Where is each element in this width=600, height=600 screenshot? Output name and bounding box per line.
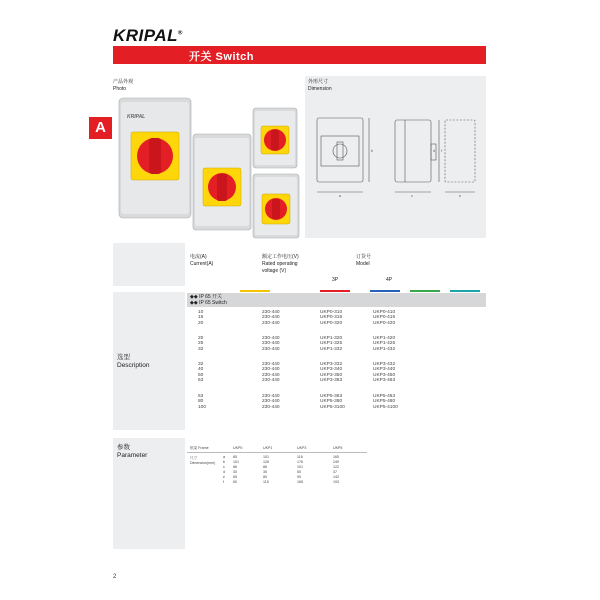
table-cell-p4: UKP1-420 [373,336,396,341]
photo-title-cn: 产品外观 [113,79,134,85]
table-cell-p3: UKP5-380 [320,399,343,405]
table-cell-current: 16 [198,315,204,321]
dim-label-a: a [339,194,341,198]
param-value: 37 [333,470,337,474]
header-current-en: Current(A) [190,261,214,267]
table-cell-p4: UKP3-440 [373,367,396,373]
param-value: 65 [233,475,237,479]
section-banner [113,46,486,64]
header-voltage-cn: 额定工作电压(V) [262,254,299,260]
table-cell-current: 100 [198,404,207,410]
table-cell-p3: UKP3-363 [320,378,343,384]
param-value: 90 [297,475,301,479]
param-value: 142 [333,475,339,479]
param-value: 101 [233,460,239,464]
dimension-title-cn: 外形尺寸 [308,79,329,85]
table-cell-p3: UKP1-332 [320,346,343,352]
param-value: 126 [263,460,269,464]
header-pole-4p: 4P [386,277,393,283]
color-bar-red [320,290,350,292]
table-cell-p3: UKP1-325 [320,341,343,347]
header-voltage-en2: voltage (V) [262,268,287,274]
table-cell-p3: UKP0-320 [320,320,343,326]
table-cell-voltage: 230-440 [262,341,280,347]
brand-logo: KRIPAL® [113,26,183,45]
param-frame-2: UKP3 [297,446,307,450]
table-cell-p4: UKP0-410 [373,310,396,315]
header-current-cn: 电流(A) [190,254,207,260]
table-cell-p4: UKP5-4100 [373,404,398,410]
table-cell-voltage: 230-440 [262,367,280,373]
parameter-title-en: Parameter [117,452,148,459]
table-cell-current: 20 [198,320,204,326]
table-cell-p4: UKP0-416 [373,315,396,321]
param-frame-label: 框架 Frame [190,446,209,450]
ip-group-cn: ◆◆ IP 65 开关 [190,294,223,300]
table-cell-p3: UKP3-340 [320,367,343,373]
param-frame-3: UKP5 [333,446,343,450]
table-cell-current: 80 [198,399,204,405]
dim-label-e: e [459,194,461,198]
table-cell-p3: UKP3-350 [320,372,343,378]
param-frame-1: UKP1 [263,446,273,450]
table-cell-p4: UKP1-425 [373,341,396,347]
table-cell-voltage: 230-440 [262,394,280,399]
photo-title-en: Photo [113,86,127,92]
param-divider [187,452,367,453]
switch-small-lower [253,174,299,238]
table-cell-p4: UKP0-420 [373,320,396,326]
param-value: 50 [297,470,301,474]
table-cell-voltage: 230-440 [262,372,280,378]
color-bar-teal [450,290,480,292]
table-cell-voltage: 230-440 [262,378,280,384]
param-value: 122 [333,465,339,469]
table-cell-voltage: 230-440 [262,362,280,367]
param-value: 165 [333,455,339,459]
ip-group-en: ◆◆ IP 65 Switch [190,300,227,306]
param-value: 60 [233,480,237,484]
param-value: 165 [297,480,303,484]
param-value: 30 [233,470,237,474]
table-cell-voltage: 230-440 [262,346,280,352]
color-bar-yellow [240,290,270,292]
param-value: 115 [263,480,269,484]
switch-small [253,108,297,168]
param-value: 35 [263,470,267,474]
page-number: 2 [113,574,117,580]
dim-label-d: d [433,149,435,153]
description-title-cn: 选型 [117,354,130,361]
parameter-title-cn: 参数 [117,444,130,451]
header-voltage-en1: Rated operating [262,261,298,267]
param-value: 101 [263,455,269,459]
product-photo [113,94,305,242]
section-tag: A [89,117,112,139]
param-value: 193 [333,480,339,484]
dim-label-b: b [371,149,373,153]
table-cell-voltage: 230-440 [262,404,280,410]
table-cell-p4: UKP1-432 [373,346,396,352]
table-cell-voltage: 230-440 [262,336,280,341]
color-bar-blue [370,290,400,292]
table-cell-p3: UKP5-363 [320,394,343,399]
param-row-key: f [223,480,224,484]
ip-group-bar [187,293,486,307]
param-frame-0: UKP0 [233,446,243,450]
table-cell-current: 32 [198,362,204,367]
header-model-en: Model [356,261,370,267]
switch-large [119,98,191,218]
table-cell-voltage: 230-440 [262,310,280,315]
table-cell-current: 25 [198,341,204,347]
param-dimension-label-cn: 尺寸 [190,456,198,460]
dim-label-f: f [441,149,442,153]
param-value: 66 [233,465,237,469]
table-cell-p3: UKP5-3100 [320,404,345,410]
table-cell-p3: UKP1-320 [320,336,343,341]
table-cell-p3: UKP3-332 [320,362,343,367]
table-cell-p4: UKP5-463 [373,394,396,399]
dimension-drawing [305,100,486,210]
header-pole-3p: 3P [332,277,339,283]
color-bar-green [410,290,440,292]
table-cell-voltage: 230-440 [262,399,280,405]
param-value: 80 [263,475,267,479]
description-title-en: Description [117,362,150,369]
param-value: 101 [297,465,303,469]
table-cell-voltage: 230-440 [262,320,280,326]
param-row-key: e [223,475,225,479]
table-cell-voltage: 230-440 [262,315,280,321]
param-row-key: c [223,465,225,469]
param-value: 249 [333,460,339,464]
param-row-key: a [223,455,225,459]
table-cell-p4: UKP5-480 [373,399,396,405]
param-row-key: b [223,460,225,464]
param-value: 116 [297,455,303,459]
table-cell-current: 20 [198,336,204,341]
param-value: 86 [263,465,267,469]
table-cell-current: 50 [198,372,204,378]
switch-large-brand: KRIPAL [127,114,146,120]
param-row-key: d [223,470,225,474]
table-cell-current: 40 [198,367,204,373]
table-cell-p4: UKP3-450 [373,372,396,378]
dimension-title-en: Dimension [308,86,332,92]
table-cell-current: 63 [198,378,204,384]
table-cell-p4: UKP3-463 [373,378,396,384]
dim-label-c: c [411,194,413,198]
table-cell-p3: UKP0-316 [320,315,343,321]
param-value: 85 [233,455,237,459]
param-dimension-label-en: Dimension(mm) [190,461,216,465]
table-cell-p4: UKP3-432 [373,362,396,367]
table-cell-p3: UKP0-310 [320,310,343,315]
param-value: 176 [297,460,303,464]
table-cell-current: 32 [198,346,204,352]
banner-title: 开关 Switch [189,51,255,63]
header-model-cn: 订货号 [356,254,372,260]
switch-medium [193,134,251,230]
table-cell-current: 63 [198,394,204,399]
table-header-left [113,243,185,286]
table-cell-current: 10 [198,310,204,315]
